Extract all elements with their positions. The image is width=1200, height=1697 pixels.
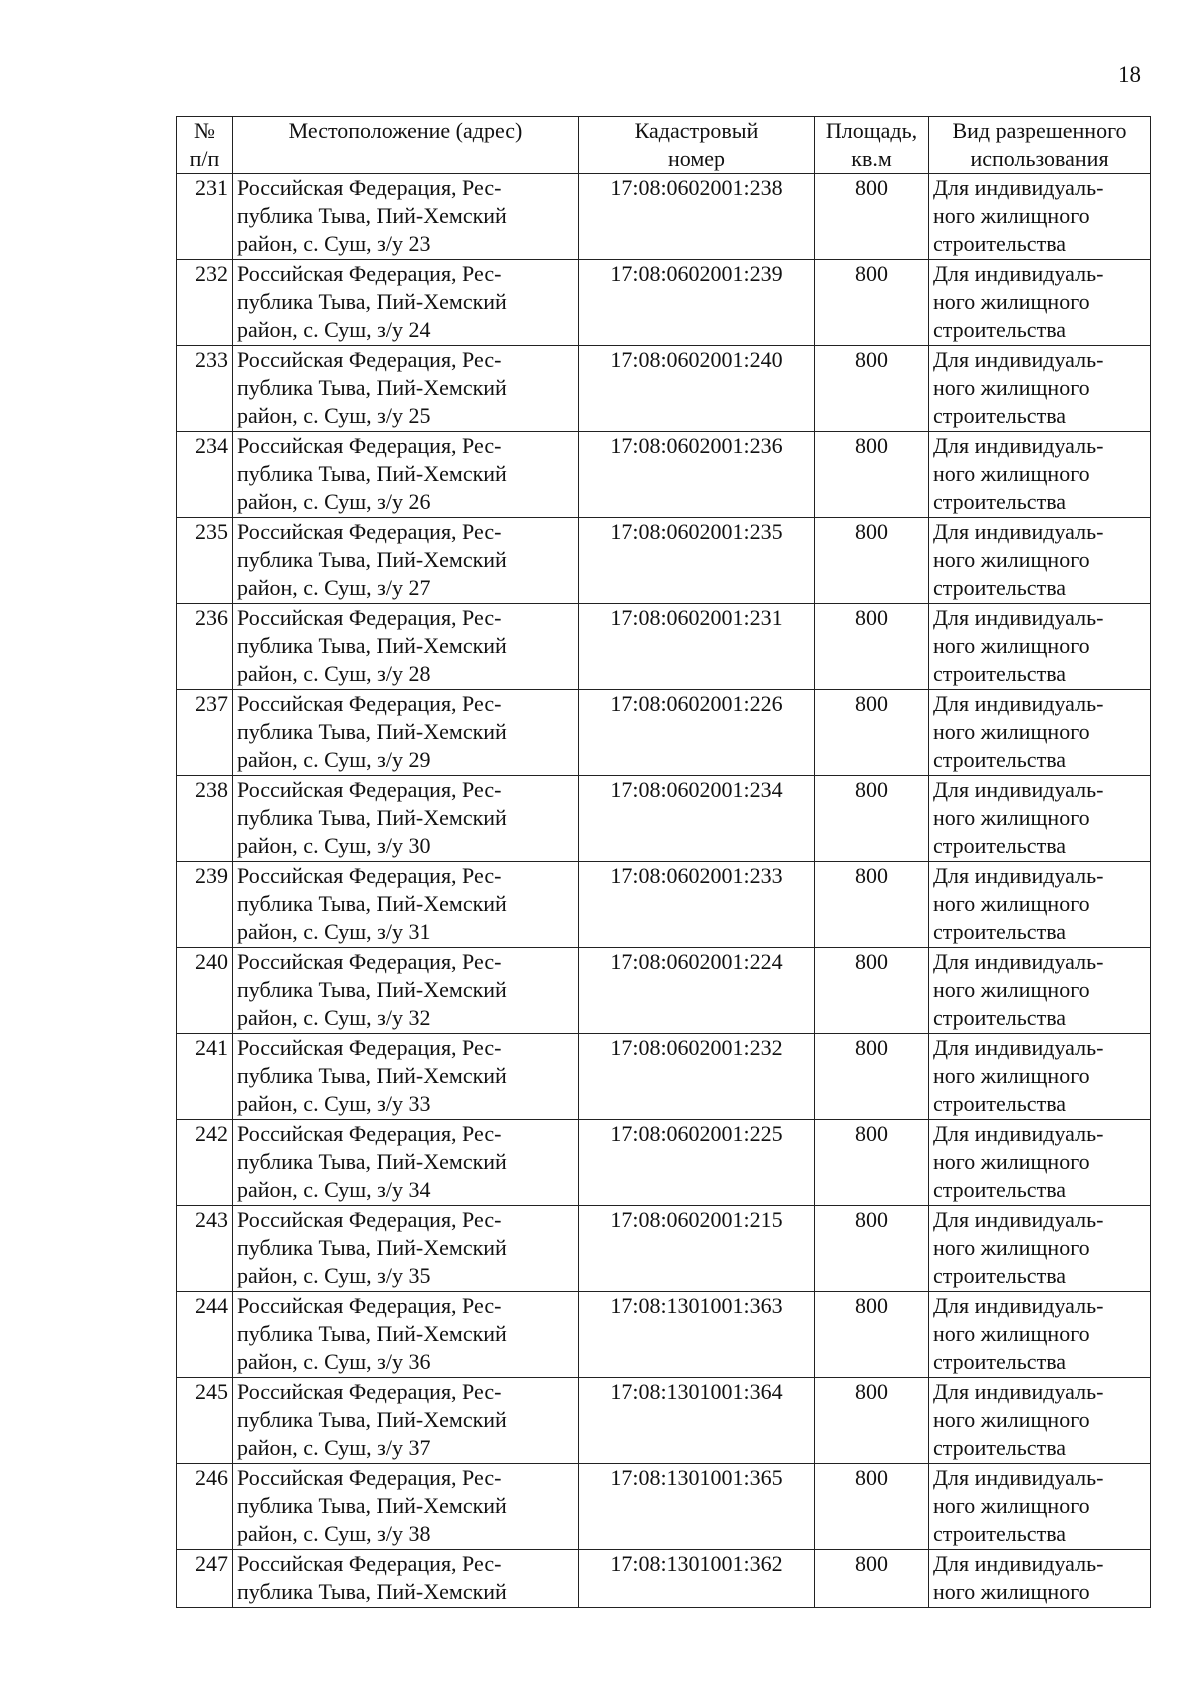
address-line: публика Тыва, Пий-Хемский [237,805,507,830]
permitted-use-cell [929,604,1151,690]
area-value: 800 [855,949,888,974]
row-number: 247 [195,1551,228,1576]
area-value: 800 [855,347,888,372]
header-cadastral [579,117,815,174]
permitted-use-line: строительства [933,489,1067,514]
address-cell [233,690,579,776]
address-line: публика Тыва, Пий-Хемский [237,547,507,572]
permitted-use-line: строительства [933,833,1067,858]
address-cell [233,346,579,432]
address-line: Российская Федерация, Рес- [237,1465,502,1490]
address-line: публика Тыва, Пий-Хемский [237,891,507,916]
permitted-use-line: Для индивидуаль- [933,519,1104,544]
cadastral-cell [579,690,815,776]
address-cell [233,1120,579,1206]
address-line: публика Тыва, Пий-Хемский [237,977,507,1002]
cadastral-number: 17:08:0602001:234 [610,777,783,802]
permitted-use-cell [929,346,1151,432]
address-line: район, с. Суш, з/у 33 [237,1091,431,1116]
row-number: 246 [195,1465,228,1490]
table-row [177,1034,1151,1120]
permitted-use-line: строительства [933,1091,1067,1116]
permitted-use-line: строительства [933,661,1067,686]
permitted-use-line: ного жилищного [933,289,1090,314]
table-body [177,174,1151,1608]
address-line: район, с. Суш, з/у 29 [237,747,431,772]
address-line: публика Тыва, Пий-Хемский [237,375,507,400]
page-number: 18 [1118,62,1141,87]
permitted-use-line: Для индивидуаль- [933,863,1104,888]
row-number-cell [177,776,233,862]
address-line: Российская Федерация, Рес- [237,1293,502,1318]
permitted-use-line: Для индивидуаль- [933,261,1104,286]
permitted-use-line: Для индивидуаль- [933,347,1104,372]
row-number-cell [177,1292,233,1378]
address-cell [233,1206,579,1292]
header-row [177,117,1151,174]
address-line: район, с. Суш, з/у 26 [237,489,431,514]
permitted-use-line: ного жилищного [933,1579,1090,1604]
address-line: публика Тыва, Пий-Хемский [237,289,507,314]
cadastral-cell [579,1378,815,1464]
header-use-line: Вид разрешенного [952,118,1127,143]
address-line: Российская Федерация, Рес- [237,1207,502,1232]
cadastral-number: 17:08:0602001:233 [610,863,783,888]
permitted-use-cell [929,1034,1151,1120]
address-line: Российская Федерация, Рес- [237,1551,502,1576]
area-value: 800 [855,1465,888,1490]
permitted-use-cell [929,1120,1151,1206]
cadastral-cell [579,346,815,432]
address-line: Российская Федерация, Рес- [237,605,502,630]
table-row [177,260,1151,346]
area-cell [815,604,929,690]
address-line: публика Тыва, Пий-Хемский [237,633,507,658]
header-cadastral-line: Кадастровый [634,118,759,143]
permitted-use-cell [929,948,1151,1034]
address-line: Российская Федерация, Рес- [237,1035,502,1060]
cadastral-cell [579,1550,815,1608]
permitted-use-line: Для индивидуаль- [933,1207,1104,1232]
table-row [177,518,1151,604]
permitted-use-line: ного жилищного [933,1235,1090,1260]
row-number-cell [177,1464,233,1550]
address-line: публика Тыва, Пий-Хемский [237,1063,507,1088]
table-row [177,346,1151,432]
address-line: район, с. Суш, з/у 36 [237,1349,431,1374]
address-cell [233,1464,579,1550]
address-line: район, с. Суш, з/у 25 [237,403,431,428]
address-line: Российская Федерация, Рес- [237,433,502,458]
row-number: 243 [195,1207,228,1232]
address-line: район, с. Суш, з/у 37 [237,1435,431,1460]
permitted-use-cell [929,862,1151,948]
cadastral-number: 17:08:1301001:364 [610,1379,783,1404]
area-cell [815,776,929,862]
area-cell [815,862,929,948]
area-value: 800 [855,1207,888,1232]
area-cell [815,690,929,776]
cadastral-number: 17:08:0602001:236 [610,433,783,458]
permitted-use-line: ного жилищного [933,1493,1090,1518]
area-value: 800 [855,777,888,802]
area-cell [815,346,929,432]
permitted-use-cell [929,518,1151,604]
permitted-use-line: Для индивидуаль- [933,777,1104,802]
cadastral-number: 17:08:0602001:226 [610,691,783,716]
cadastral-cell [579,518,815,604]
row-number-cell [177,174,233,260]
permitted-use-line: ного жилищного [933,719,1090,744]
permitted-use-line: ного жилищного [933,633,1090,658]
permitted-use-cell [929,1550,1151,1608]
permitted-use-line: Для индивидуаль- [933,691,1104,716]
row-number: 234 [195,433,228,458]
address-cell [233,1034,579,1120]
table-row [177,1464,1151,1550]
address-line: Российская Федерация, Рес- [237,1379,502,1404]
permitted-use-line: ного жилищного [933,203,1090,228]
address-line: Российская Федерация, Рес- [237,175,502,200]
header-area-line: кв.м [851,146,892,171]
area-cell [815,1120,929,1206]
cadastral-number: 17:08:0602001:238 [610,175,783,200]
address-line: Российская Федерация, Рес- [237,1121,502,1146]
area-cell [815,948,929,1034]
address-line: публика Тыва, Пий-Хемский [237,1493,507,1518]
permitted-use-line: ного жилищного [933,1063,1090,1088]
permitted-use-cell [929,690,1151,776]
address-line: публика Тыва, Пий-Хемский [237,1235,507,1260]
address-line: Российская Федерация, Рес- [237,949,502,974]
address-line: Российская Федерация, Рес- [237,691,502,716]
area-cell [815,174,929,260]
cadastral-number: 17:08:0602001:240 [610,347,783,372]
cadastral-number: 17:08:0602001:224 [610,949,783,974]
table-row [177,862,1151,948]
address-cell [233,776,579,862]
header-num [177,117,233,174]
area-cell [815,518,929,604]
cadastral-cell [579,1120,815,1206]
area-value: 800 [855,1551,888,1576]
row-number: 244 [195,1293,228,1318]
permitted-use-line: ного жилищного [933,1321,1090,1346]
area-value: 800 [855,1121,888,1146]
cadastral-cell [579,948,815,1034]
address-line: район, с. Суш, з/у 38 [237,1521,431,1546]
address-line: район, с. Суш, з/у 35 [237,1263,431,1288]
address-line: публика Тыва, Пий-Хемский [237,461,507,486]
header-use [929,117,1151,174]
permitted-use-line: строительства [933,1521,1067,1546]
cadastral-cell [579,776,815,862]
address-cell [233,260,579,346]
address-line: публика Тыва, Пий-Хемский [237,203,507,228]
area-value: 800 [855,175,888,200]
permitted-use-cell [929,260,1151,346]
table-row [177,604,1151,690]
permitted-use-cell [929,432,1151,518]
permitted-use-cell [929,776,1151,862]
row-number-cell [177,1120,233,1206]
address-line: Российская Федерация, Рес- [237,863,502,888]
permitted-use-line: строительства [933,1349,1067,1374]
table-row [177,1206,1151,1292]
permitted-use-line: Для индивидуаль- [933,175,1104,200]
row-number: 237 [195,691,228,716]
address-line: район, с. Суш, з/у 24 [237,317,431,342]
address-line: район, с. Суш, з/у 31 [237,919,431,944]
row-number-cell [177,1550,233,1608]
row-number: 235 [195,519,228,544]
address-line: публика Тыва, Пий-Хемский [237,1407,507,1432]
row-number-cell [177,518,233,604]
permitted-use-line: строительства [933,747,1067,772]
area-value: 800 [855,519,888,544]
area-value: 800 [855,261,888,286]
permitted-use-line: Для индивидуаль- [933,1121,1104,1146]
permitted-use-line: ного жилищного [933,375,1090,400]
permitted-use-line: ного жилищного [933,891,1090,916]
area-cell [815,1550,929,1608]
header-area [815,117,929,174]
permitted-use-line: ного жилищного [933,1149,1090,1174]
row-number: 240 [195,949,228,974]
row-number: 238 [195,777,228,802]
address-cell [233,604,579,690]
area-cell [815,260,929,346]
area-cell [815,1206,929,1292]
address-cell [233,174,579,260]
table-row [177,1120,1151,1206]
address-line: публика Тыва, Пий-Хемский [237,1579,507,1604]
land-plot-table [176,116,1151,1608]
address-line: Российская Федерация, Рес- [237,777,502,802]
address-line: публика Тыва, Пий-Хемский [237,719,507,744]
row-number: 233 [195,347,228,372]
table-row [177,1378,1151,1464]
header-address-line: Местоположение (адрес) [288,118,523,143]
table-header [177,117,1151,174]
permitted-use-cell [929,1464,1151,1550]
cadastral-number: 17:08:0602001:231 [610,605,783,630]
table-row [177,948,1151,1034]
cadastral-number: 17:08:0602001:232 [610,1035,783,1060]
address-line: район, с. Суш, з/у 34 [237,1177,431,1202]
permitted-use-line: Для индивидуаль- [933,1035,1104,1060]
cadastral-cell [579,1206,815,1292]
permitted-use-line: ного жилищного [933,805,1090,830]
area-value: 800 [855,433,888,458]
header-area-line: Площадь, [825,118,918,143]
address-line: Российская Федерация, Рес- [237,347,502,372]
address-line: публика Тыва, Пий-Хемский [237,1149,507,1174]
permitted-use-line: строительства [933,1263,1067,1288]
table-row [177,690,1151,776]
address-cell [233,432,579,518]
cadastral-number: 17:08:1301001:362 [610,1551,783,1576]
permitted-use-line: строительства [933,1005,1067,1030]
permitted-use-cell [929,174,1151,260]
row-number: 232 [195,261,228,286]
address-line: район, с. Суш, з/у 32 [237,1005,431,1030]
row-number-cell [177,862,233,948]
permitted-use-line: Для индивидуаль- [933,949,1104,974]
permitted-use-line: Для индивидуаль- [933,433,1104,458]
header-address [233,117,579,174]
permitted-use-line: строительства [933,1177,1067,1202]
address-cell [233,1378,579,1464]
row-number: 241 [195,1035,228,1060]
address-line: район, с. Суш, з/у 23 [237,231,431,256]
permitted-use-cell [929,1378,1151,1464]
cadastral-number: 17:08:0602001:235 [610,519,783,544]
area-value: 800 [855,1379,888,1404]
permitted-use-line: строительства [933,317,1067,342]
area-cell [815,1378,929,1464]
table-row [177,1550,1151,1608]
area-cell [815,1464,929,1550]
address-cell [233,1292,579,1378]
permitted-use-line: строительства [933,575,1067,600]
permitted-use-line: строительства [933,403,1067,428]
row-number-cell [177,690,233,776]
cadastral-number: 17:08:0602001:215 [610,1207,783,1232]
header-num-line: п/п [189,146,220,171]
header-use-line: использования [970,146,1109,171]
row-number: 245 [195,1379,228,1404]
area-value: 800 [855,863,888,888]
row-number-cell [177,1034,233,1120]
header-num-line: № [194,118,215,143]
cadastral-cell [579,1292,815,1378]
permitted-use-line: Для индивидуаль- [933,1551,1104,1576]
address-cell [233,862,579,948]
area-cell [815,1034,929,1120]
table-row [177,432,1151,518]
cadastral-cell [579,604,815,690]
cadastral-cell [579,260,815,346]
area-cell [815,1292,929,1378]
row-number: 242 [195,1121,228,1146]
permitted-use-line: строительства [933,1435,1067,1460]
cadastral-cell [579,1034,815,1120]
permitted-use-line: Для индивидуаль- [933,1465,1104,1490]
permitted-use-line: Для индивидуаль- [933,1293,1104,1318]
cadastral-cell [579,432,815,518]
permitted-use-line: ного жилищного [933,461,1090,486]
header-cadastral-line: номер [667,146,726,171]
address-line: район, с. Суш, з/у 27 [237,575,431,600]
permitted-use-line: строительства [933,231,1067,256]
address-line: публика Тыва, Пий-Хемский [237,1321,507,1346]
permitted-use-line: ного жилищного [933,1407,1090,1432]
row-number: 236 [195,605,228,630]
cadastral-cell [579,862,815,948]
table-row [177,776,1151,862]
permitted-use-line: ного жилищного [933,977,1090,1002]
row-number-cell [177,432,233,518]
address-line: район, с. Суш, з/у 28 [237,661,431,686]
address-cell [233,518,579,604]
permitted-use-cell [929,1292,1151,1378]
address-cell [233,1550,579,1608]
cadastral-cell [579,174,815,260]
row-number-cell [177,346,233,432]
area-value: 800 [855,691,888,716]
address-line: Российская Федерация, Рес- [237,519,502,544]
permitted-use-line: Для индивидуаль- [933,1379,1104,1404]
row-number-cell [177,1206,233,1292]
permitted-use-line: Для индивидуаль- [933,605,1104,630]
address-line: район, с. Суш, з/у 30 [237,833,431,858]
row-number-cell [177,604,233,690]
cadastral-number: 17:08:0602001:225 [610,1121,783,1146]
area-cell [815,432,929,518]
cadastral-number: 17:08:1301001:363 [610,1293,783,1318]
cadastral-cell [579,1464,815,1550]
row-number: 231 [195,175,228,200]
permitted-use-line: строительства [933,919,1067,944]
cadastral-number: 17:08:1301001:365 [610,1465,783,1490]
table-row [177,1292,1151,1378]
cadastral-number: 17:08:0602001:239 [610,261,783,286]
address-line: Российская Федерация, Рес- [237,261,502,286]
row-number-cell [177,260,233,346]
area-value: 800 [855,1035,888,1060]
permitted-use-cell [929,1206,1151,1292]
permitted-use-line: ного жилищного [933,547,1090,572]
table-row [177,174,1151,260]
row-number-cell [177,1378,233,1464]
row-number-cell [177,948,233,1034]
address-cell [233,948,579,1034]
row-number: 239 [195,863,228,888]
area-value: 800 [855,1293,888,1318]
area-value: 800 [855,605,888,630]
